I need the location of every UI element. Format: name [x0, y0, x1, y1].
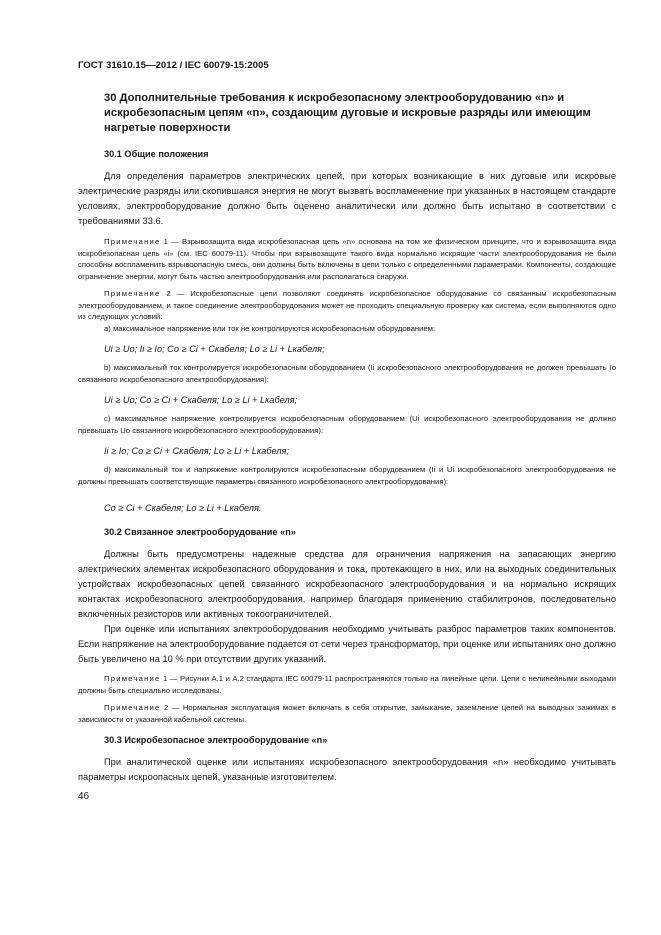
section-30-2-note-2: [78, 702, 616, 725]
page-number: 46: [78, 791, 90, 802]
section-30-title: 30 Дополнительные требования к искробезопасному электрооборудованию «n» и искробезопасным цепям «n», создающим дуговые и искровые разряды или имеющим нагретые поверхности: [104, 92, 591, 134]
document-header: ГОСТ 31610.15—2012 / IEC 60079-15:2005: [78, 60, 269, 71]
note-text: 2 — Нормальная эксплуатация может включать в себя открытие, замыкание, заземление цепей на выводных зажимах в зависимости от указанной кабельной системы.: [78, 703, 616, 724]
note-label: Примечание: [104, 703, 161, 712]
section-30-1-paragraph: Для определения параметров электрических цепей, при которых возникающие в них дуговые или искровые электрические разряды или скопившаяся энергия не могут вызвать воспламенение при указанных в настоящем стандарте условиях, электрооборудование должно быть оценено аналитически или должно быть испытано в соответствии с требованиями 33.6.: [78, 171, 616, 226]
section-30-1-title: 30.1 Общие положения: [104, 149, 209, 159]
condition-c: c) максимальное напряжение контролируется искробезопасным оборудованием (Ui искробезопасного электрооборудования не должно превышать Uo связанного искробезопасного электрооборудования):: [78, 414, 616, 435]
section-30-2-note-1: [78, 673, 616, 696]
note-label: Примечание: [104, 289, 161, 298]
note-text: 1 — Рисунки А.1 и А.2 стандарта IEC 60079-11 распространяются только на линейные цепи. Цепи с нелинейными выходами должны быть специально исследованы.: [78, 674, 616, 695]
section-30-2-paragraph-1: Должны быть предусмотрены надежные средства для ограничения напряжения на запасающих энергию электрических элементах искробезопасного оборудования и тока, протекающего в них, или на выходных соединительных устройствах искробезопасных цепей связанного искробезопасного электрооборудования и на нормально искрящих контактах искробезопасного электрооборудования, например благодаря применению стабилитронов, последовательно включенных резисторов или активных токоограничителей.: [78, 549, 616, 619]
section-30-2-paragraph-2: При оценке или испытаниях электрооборудования необходимо учитывать разброс параметров таких компонентов. Если напряжение на электрооборудование подается от сети через трансформатор, при оценке или испытаниях оно должно быть увеличено на 10 % при отсутствии других указаний.: [78, 624, 616, 664]
section-30-2-title: 30.2 Связанное электрооборудование «n»: [104, 527, 296, 537]
note-text: 1 — Взрывозащита вида искробезопасная цепь «n» основана на том же физическом принципе, что и взрывозащита вида искробезопасная цепь «i» (см. IEC 60079-11). Чтобы при взрывозащите такого вида нормально искрящие части электрооборудования не были способны воспламенить взрывоопасную смесь, они должны быть включены в цепи только с определенными параметрами. Компоненты, создающие ограничение энергии, могут быть частью электрооборудования или располагаться снаружи.: [78, 237, 616, 281]
note-label: Примечание: [104, 674, 161, 683]
formula-b: Ui ≥ Uo; Co ≥ Ci + Cкабеля; Lo ≥ Li + Lкабеля;: [104, 395, 298, 405]
section-30-3-paragraph: При аналитической оценке или испытаниях искробезопасного электрооборудования «n» необходимо учитывать параметры искроопасных цепей, указанные изготовителем.: [78, 757, 616, 782]
condition-b: b) максимальный ток контролируется искробезопасным оборудованием (Ii искробезопасного электрооборудования не должен превышать Io связанного искробезопасного электрооборудования):: [78, 363, 616, 384]
section-30-3-title: 30.3 Искробезопасное электрооборудование «n»: [104, 735, 328, 745]
note-2: [78, 288, 616, 323]
formula-c: Ii ≥ Io; Co ≥ Ci + Cкабеля; Lo ≥ Li + Lкабеля;: [104, 446, 289, 456]
condition-a: a) максимальное напряжение или ток не контролируются искробезопасным оборудованием:: [104, 323, 436, 333]
note-text: 2 — Искробезопасные цепи позволяют соединять искробезопасное оборудование со связанным искробезопасным электрооборудованием, и такое соединение электрооборудования может не проходить специальную проверку как система, если выполняются одно из следующих условий:: [78, 289, 616, 321]
formula-d: Co ≥ Ci + Cкабеля; Lo ≥ Li + Lкабеля.: [104, 503, 262, 513]
formula-a: Ui ≥ Uo; Ii ≥ Io; Co ≥ Ci + Cкабеля; Lo ≥ Li + Lкабеля;: [104, 344, 325, 354]
note-label: Примечание: [104, 237, 161, 246]
document-page: [78, 60, 616, 802]
condition-d: d) максимальный ток и напряжение контролируются искробезопасным оборудованием (Ii и Ui искробезопасного электрооборудования не должны превышать соответствующие параметры связанного искробезопасного электрооборудования):: [78, 465, 616, 486]
note-1: [78, 236, 616, 282]
